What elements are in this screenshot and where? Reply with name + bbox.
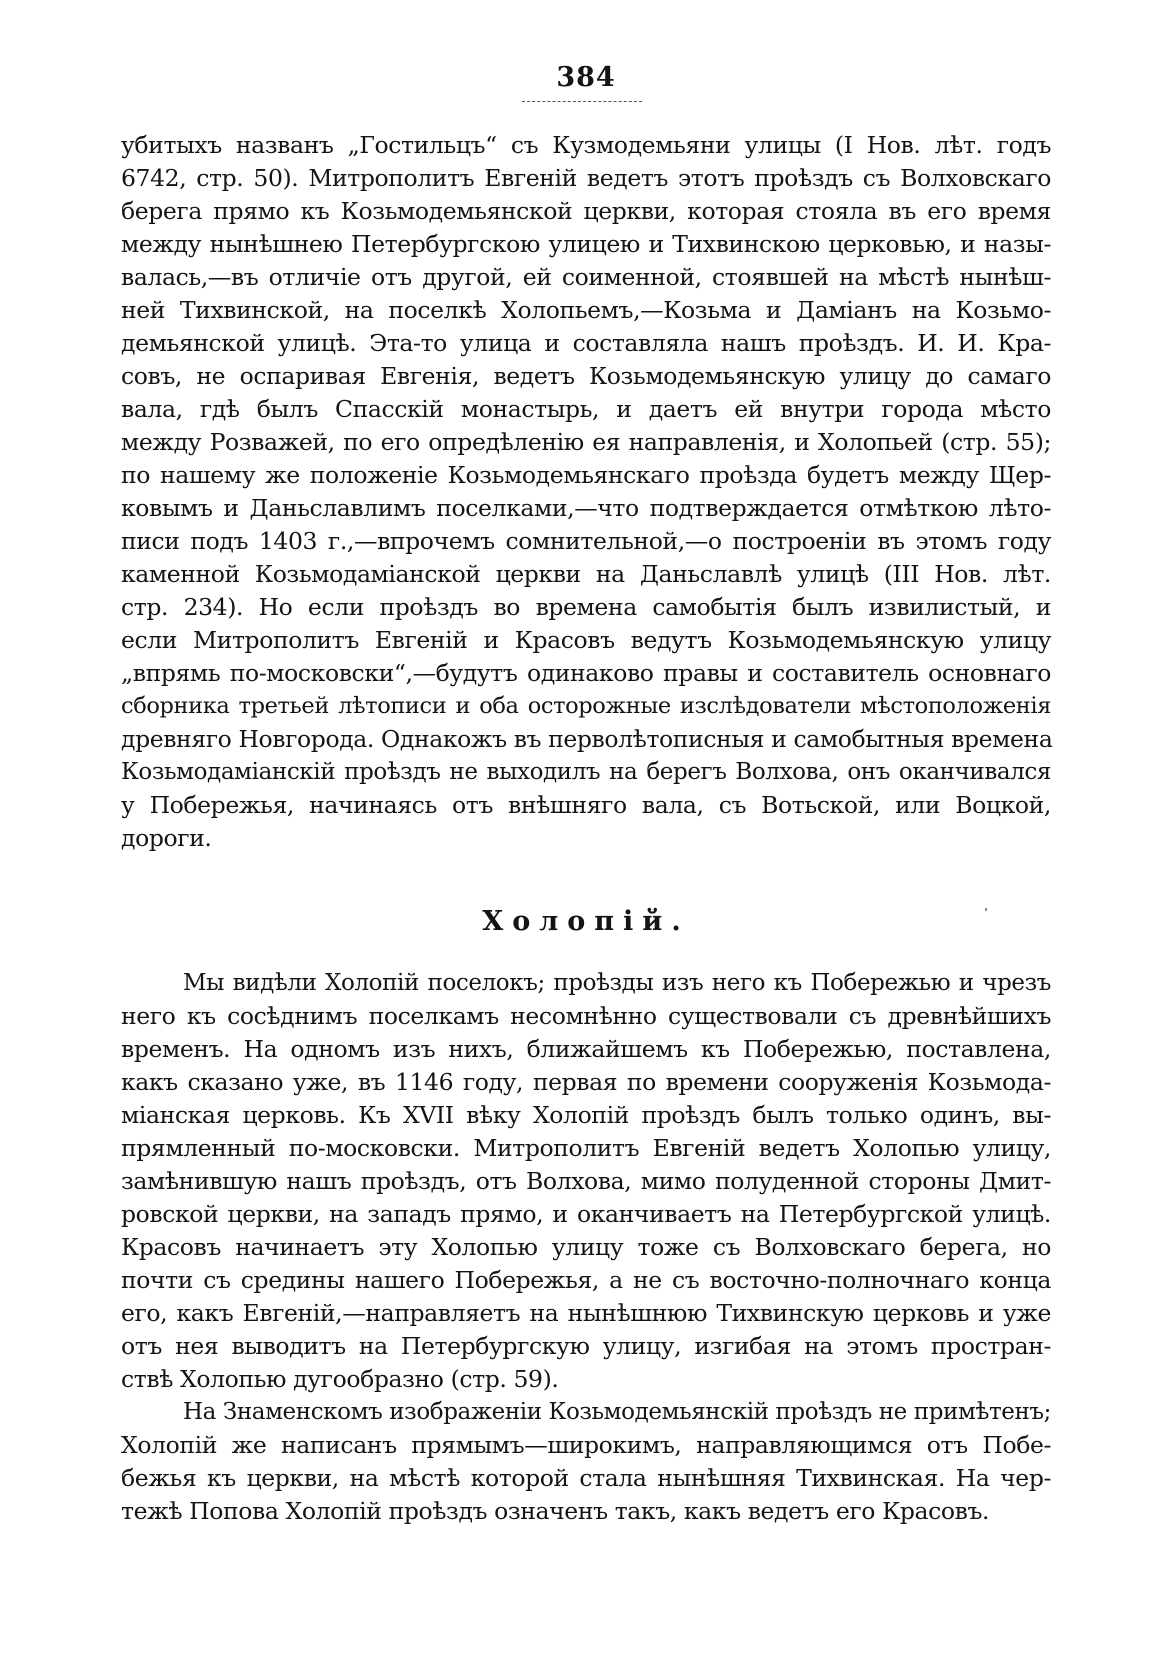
text-line: убитыхъ названъ „Гостильцъ“ съ Кузмодемьяни улицы (I Нов. лѣт. годъ (121, 131, 1051, 159)
text-line: демьянской улицѣ. Эта-то улица и составляла нашъ проѣздъ. И. И. Кра- (121, 329, 1051, 357)
text-line: сборника третьей лѣтописи и оба осторожные изслѣдователи мѣстоположенія (121, 693, 1051, 719)
text-line: отъ нея выводитъ на Петербургскую улицу, изгибая на этомъ простран- (121, 1332, 1051, 1360)
scan-speck (985, 908, 987, 911)
paragraph-kholopiy (121, 967, 1051, 1528)
text-line: На Знаменскомъ изображеніи Козьмодемьянскій проѣздъ не примѣтенъ; (183, 1399, 1051, 1425)
text-line: 6742, стр. 50). Митрополитъ Евгеній ведетъ этотъ проѣздъ съ Волховскаго (121, 164, 1051, 192)
text-line: если Митрополитъ Евгеній и Красовъ ведутъ Козьмодемьянскую улицу (121, 626, 1051, 654)
text-line: ствѣ Холопью дугообразно (стр. 59). (121, 1365, 559, 1393)
text-line: стр. 234). Но если проѣздъ во времена самобытія былъ извилистый, и (121, 593, 1051, 621)
text-line: Козьмодаміанскій проѣздъ не выходилъ на берегъ Волхова, онъ оканчивался (121, 759, 1051, 785)
text-line: древняго Новгорода. Однакожъ въ перволѣтописныя и самобытныя времена (121, 725, 1053, 753)
text-line: по нашему же положеніе Козьмодемьянскаго проѣзда будетъ между Щер- (121, 461, 1051, 489)
text-line: валась,—въ отличіе отъ другой, ей соименной, стоявшей на мѣстѣ нынѣш- (121, 263, 1051, 291)
text-line: каменной Козьмодаміанской церкви на Даньславлѣ улицѣ (III Нов. лѣт. (121, 560, 1051, 588)
text-line: между Розважей, по его опредѣленію ея направленія, и Холопьей (стр. 55); (121, 428, 1051, 456)
text-line: замѣнившую нашъ проѣздъ, отъ Волхова, мимо полуденной стороны Дмит- (121, 1167, 1051, 1195)
text-line: Мы видѣли Холопій поселокъ; проѣзды изъ него къ Побережью и чрезъ (183, 970, 1051, 996)
text-line: почти съ средины нашего Побережья, а не съ восточно-полночнаго конца (121, 1266, 1051, 1294)
text-line: него къ сосѣднимъ поселкамъ несомнѣнно существовали съ древнѣйшихъ (121, 1002, 1051, 1030)
page-number: 384 (556, 62, 616, 93)
text-line: совъ, не оспаривая Евгенія, ведетъ Козьмодемьянскую улицу до самаго (121, 362, 1051, 390)
text-line: ровской церкви, на западъ прямо, и оканчиваетъ на Петербургской улицѣ. (121, 1200, 1051, 1228)
text-line: какъ сказано уже, въ 1146 году, первая по времени сооруженія Козьмода- (121, 1068, 1051, 1096)
text-line: прямленный по-московски. Митрополитъ Евгеній ведетъ Холопью улицу, (121, 1134, 1051, 1162)
text-line: временъ. На одномъ изъ нихъ, ближайшемъ къ Побережью, поставлена, (121, 1035, 1051, 1063)
text-line: писи подъ 1403 г.,—впрочемъ сомнительной,—о построеніи въ этомъ году (121, 527, 1051, 555)
text-line: ней Тихвинской, на поселкѣ Холопьемъ,—Козьма и Даміанъ на Козьмо- (121, 296, 1051, 324)
text-line: дороги. (121, 824, 212, 852)
text-line: его, какъ Евгеній,—направляетъ на нынѣшнюю Тихвинскую церковь и уже (121, 1299, 1051, 1327)
text-line: Красовъ начинаетъ эту Холопью улицу тоже съ Волховскаго берега, но (121, 1233, 1051, 1261)
text-line: міанская церковь. Къ XVII вѣку Холопій проѣздъ былъ только одинъ, вы- (121, 1101, 1051, 1129)
text-line: „впрямь по-московски“,—будутъ одинаково правы и составитель основнаго (121, 659, 1051, 687)
text-line: бежья къ церкви, на мѣстѣ которой стала нынѣшняя Тихвинская. На чер- (121, 1464, 1051, 1492)
paragraph-kozmodemyanskiy (121, 129, 1051, 855)
page-number-rule (522, 101, 642, 102)
text-line: у Побережья, начинаясь отъ внѣшняго вала, съ Вотьской, или Воцкой, (121, 791, 1051, 819)
text-line: тежѣ Попова Холопій проѣздъ означенъ такъ, какъ ведетъ его Красовъ. (121, 1497, 990, 1525)
text-line: берега прямо къ Козьмодемьянской церкви, которая стояла въ его время (121, 197, 1051, 225)
text-line: вала, гдѣ былъ Спасскій монастырь, и даетъ ей внутри города мѣсто (121, 395, 1051, 423)
section-title: Холопій. (482, 906, 690, 937)
text-line: Холопій же написанъ прямымъ—широкимъ, направляющимся отъ Побе- (121, 1431, 1051, 1459)
text-line: ковымъ и Даньславлимъ поселками,—что подтверждается отмѣткою лѣто- (121, 494, 1051, 522)
text-line: между нынѣшнею Петербургскою улицею и Тихвинскою церковью, и назы- (121, 230, 1051, 258)
